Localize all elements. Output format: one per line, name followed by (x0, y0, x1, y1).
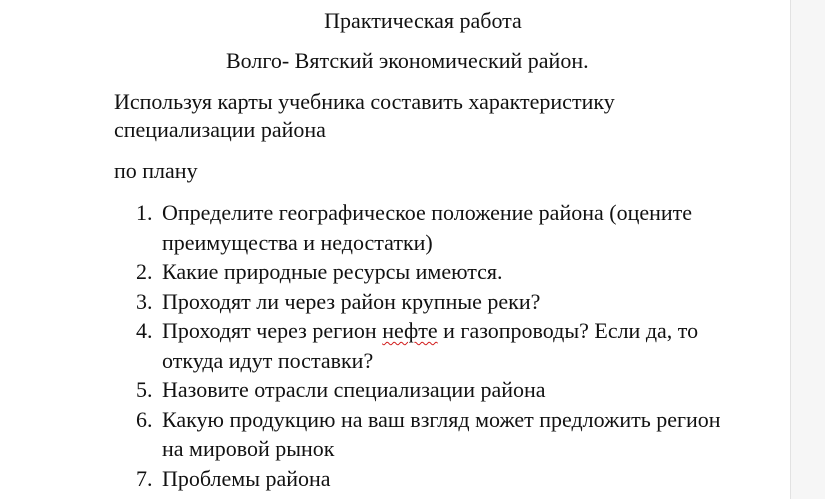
document-title: Практическая работа (324, 8, 522, 33)
list-item (0, 316, 742, 375)
list-item-number: 7. (136, 465, 153, 491)
list-item (0, 464, 742, 494)
list-item-text: Определите географическое положение района (оцените преимущества и недостатки) (162, 200, 693, 255)
intro-paragraph: Используя карты учебника составить характеристику специализации района (114, 89, 615, 142)
list-item-number: 3. (136, 288, 153, 314)
list-item-number: 5. (136, 377, 153, 402)
list-item-text-before: Проходят через регион (162, 318, 383, 343)
page-margin-strip (791, 0, 825, 499)
list-item (0, 287, 742, 317)
plan-list (0, 198, 742, 493)
list-item-text: Какие природные ресурсы имеются. (162, 259, 503, 284)
list-item-text: Какую продукцию на ваш взгляд может предложить регион на мировой рынок (162, 406, 721, 461)
plan-label: по плану (114, 158, 198, 183)
list-item-text: Проходят ли через район крупные реки? (162, 288, 541, 314)
list-item-number: 1. (136, 200, 153, 225)
list-item-number: 2. (136, 259, 153, 284)
list-item-number: 6. (136, 406, 153, 432)
list-item-text-after: и газопроводы? Если да, то откуда идут поставки? (162, 318, 699, 373)
list-item (0, 405, 742, 464)
list-item (0, 198, 742, 257)
document-subtitle: Волго- Вятский экономический район. (226, 48, 589, 73)
list-item-number: 4. (136, 318, 153, 343)
list-item-text: Проблемы района (162, 465, 331, 491)
list-item (0, 257, 742, 287)
list-item-text: Назовите отрасли специализации района (162, 377, 546, 402)
spellcheck-flagged-word[interactable]: нефте (382, 318, 438, 343)
list-item (0, 375, 742, 405)
